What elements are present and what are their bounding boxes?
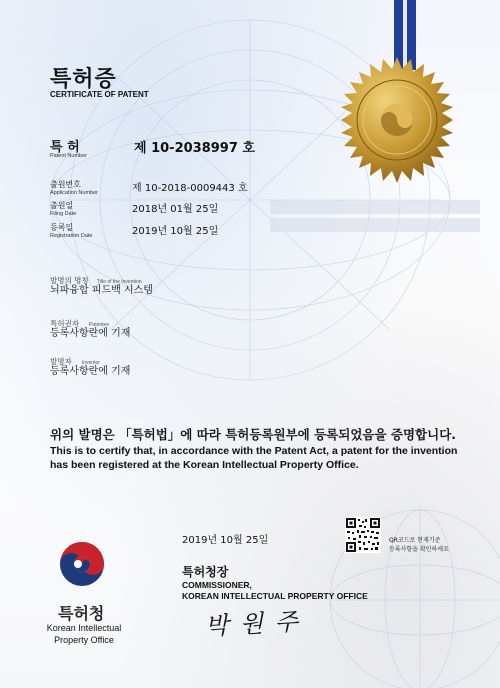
kipo-logo-icon xyxy=(57,536,107,592)
filing-date-value: 2018년 01월 25일 xyxy=(132,204,219,215)
kipo-name-en-line-2: Property Office xyxy=(54,635,114,645)
kipo-name-en xyxy=(34,622,134,646)
qr-instruction xyxy=(389,536,449,554)
registration-date-label-en: Registration Date xyxy=(50,233,93,239)
issuer-title-ko: 특허청장 xyxy=(182,565,229,579)
patentee-label-en: Patentee xyxy=(89,322,110,328)
inventor-label-en: Inventor xyxy=(81,360,100,366)
invention-title-value: 뇌파융합 피드백 시스템 xyxy=(50,285,153,296)
registration-date-value: 2019년 10월 25일 xyxy=(132,226,219,237)
certification-statement-en-2: has been registered at the Korean Intellectual Property Office. xyxy=(50,459,359,471)
issuer-title-en xyxy=(182,580,368,602)
patent-number-label-en: Patent Number xyxy=(50,153,87,159)
patent-number-value: 제 10-2038997 호 xyxy=(134,141,255,156)
patent-number-label: 특 허 xyxy=(50,140,80,155)
certification-statement-ko: 위의 발명은 「특허법」에 따라 특허등록원부에 등록되었음을 증명합니다. xyxy=(50,427,457,442)
qr-instruction-line-1: QR코드로 현재기준 xyxy=(389,537,441,544)
issue-date: 2019년 10월 25일 xyxy=(182,535,269,546)
certification-statement-en-1: This is to certify that, in accordance with the Patent Act, a patent for the invention xyxy=(50,445,458,457)
invention-label: 발명의 명칭 xyxy=(50,276,89,285)
qr-instruction-line-2: 등록사항을 확인하세요 xyxy=(389,546,449,553)
certificate-title: 특허증 xyxy=(50,67,117,92)
certificate-title-en: CERTIFICATE OF PATENT xyxy=(50,90,149,99)
commissioner-signature: 박 원 주 xyxy=(204,607,301,641)
kipo-name-ko: 특허청 xyxy=(58,604,105,623)
patentee-label: 특허권자 xyxy=(50,319,79,328)
patentee-value: 등록사항란에 기재 xyxy=(50,328,131,339)
qr-code-icon[interactable] xyxy=(345,517,381,553)
application-number-label: 출원번호 xyxy=(50,180,81,189)
filing-date-label-en: Filing Date xyxy=(50,211,77,217)
registration-date-label: 등록일 xyxy=(50,223,74,232)
issuer-title-en-line-2: KOREAN INTELLECTUAL PROPERTY OFFICE xyxy=(182,591,368,601)
application-number-value: 제 10-2018-0009443 호 xyxy=(132,183,248,194)
issuer-title-en-line-1: COMMISSIONER, xyxy=(182,580,252,590)
inventor-label: 발명자 xyxy=(50,357,72,366)
application-number-label-en: Application Number xyxy=(50,190,98,196)
invention-label-en: Title of the Invention xyxy=(96,279,142,285)
kipo-name-en-line-1: Korean Intellectual xyxy=(46,623,122,633)
filing-date-label: 출원일 xyxy=(50,201,74,210)
inventor-value: 등록사항란에 기재 xyxy=(50,366,131,377)
gold-seal-icon xyxy=(332,55,462,185)
